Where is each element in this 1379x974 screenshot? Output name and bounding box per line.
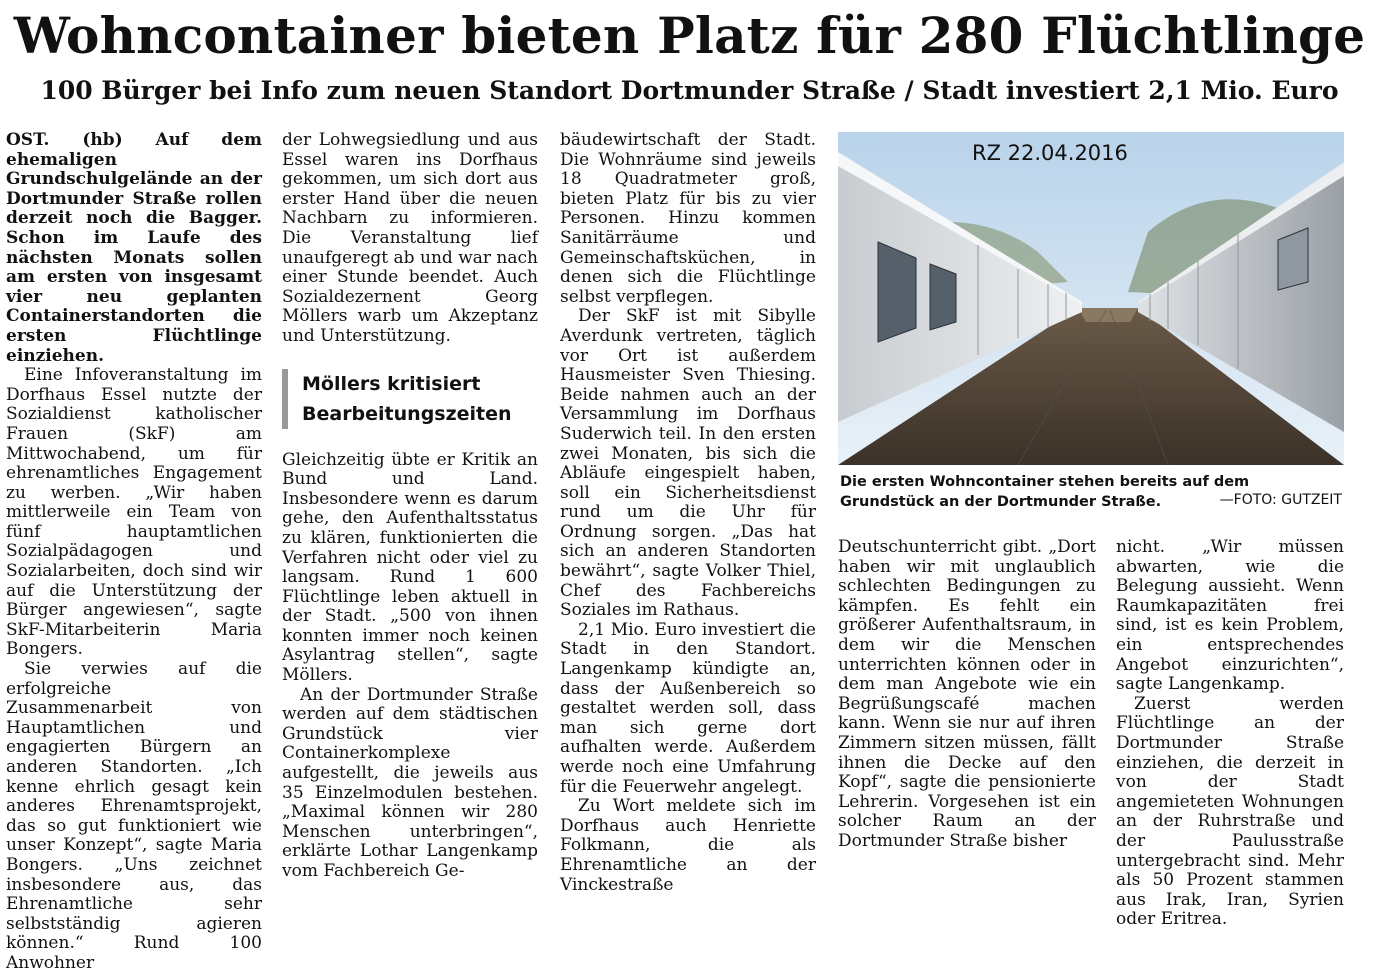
lead-paragraph: OST. (hb) Auf dem ehemaligen Grundschulgelände an der Dortmunder Straße rollen derzeit noch die Bagger. Schon im Laufe des nächsten Monats sollen am ersten von insgesamt vier neu geplanten Containerstandorten die ersten Flüchtlinge einziehen. — [6, 130, 262, 366]
body-paragraph: Der SkF ist mit Sibylle Averdunk vertreten, täglich vor Ort ist außerdem Hausmeister Sven Thiesing. Beide nahmen auch an der Versammlung im Dorfhaus Suderwich teil. In den ersten zwei Monaten, bis sich die Abläufe eingespielt haben, soll ein Sicherheitsdienst rund um die Uhr für Ordnung sorgen. „Das hat sich an anderen Standorten bewährt“, sagte Volker Thiel, Chef des Fachbereichs Soziales im Rathaus. — [560, 306, 816, 621]
caption-text: Die ersten Wohncontainer stehen bereits auf dem Grundstück an der Dortmunder Straße. — [840, 474, 1250, 510]
column-3 — [560, 131, 816, 895]
column-5 — [1116, 538, 1344, 930]
body-paragraph: bäudewirtschaft der Stadt. Die Wohnräume sind jeweils 18 Quadratmeter groß, bieten Platz für bis zu vier Personen. Hinzu kommen Sanitärräume und Gemeinschaftsküchen, in denen sich die Flüchtlinge selbst verpflegen. — [560, 130, 816, 307]
body-paragraph: Sie verwies auf die erfolgreiche Zusammenarbeit von Hauptamtlichen und engagierten Bürgern an anderen Standorten. „Ich kenne ehrlich gesagt kein anderes Ehrenamtsprojekt, das so gut funktioniert wie unser Konzept“, sagte Maria Bongers. „Uns zeichnet insbesondere aus, das Ehrenamtliche sehr selbstständig agieren können.“ Rund 100 Anwohner — [6, 659, 262, 973]
body-paragraph: Zu Wort meldete sich im Dorfhaus auch Henriette Folkmann, die als Ehrenamtliche an der Vinckestraße — [560, 796, 816, 895]
body-paragraph: Eine Infoveranstaltung im Dorfhaus Essel nutzte der Sozialdienst katholischer Frauen (SkF) am Mittwochabend, um für ehrenamtliches Engagement zu werben. „Wir haben mittlerweile ein Team von fünf hauptamtlichen Sozialpädagogen und Sozialarbeiten, doch sind wir auf die Unterstützung der Bürger angewiesen“, sagte SkF-Mitarbeiterin Maria Bongers. — [6, 365, 262, 660]
body-paragraph: Zuerst werden Flüchtlinge an der Dortmunder Straße einziehen, die derzeit in von der Stadt angemieteten Wohnungen an der Ruhrstraße und der Paulusstraße untergebracht sind. Mehr als 50 Prozent stammen aus Irak, Iran, Syrien oder Eritrea. — [1116, 693, 1344, 930]
column-2 — [282, 131, 538, 882]
crosshead — [282, 369, 538, 429]
container-photo — [838, 132, 1344, 465]
body-paragraph: Deutschunterricht gibt. „Dort haben wir mit unglaublich schlechten Bedingungen zu kämpfen. Es fehlt ein größerer Aufenthaltsraum, in dem wir die Menschen unterrichten können oder in dem man Angebote wie ein Begrüßungscafé machen kann. Wenn sie nur auf ihren Zimmern sitzen müssen, fällt ihnen die Decke auf den Kopf“, sagte die pensionierte Lehrerin. Vorgesehen ist ein solcher Raum an der Dortmunder Straße bisher — [838, 537, 1096, 851]
subheadline: 100 Bürger bei Info zum neuen Standort Dortmunder Straße / Stadt investiert 2,1 Mio. Euro — [40, 76, 1339, 105]
body-paragraph: Gleichzeitig übte er Kritik an Bund und Land. Insbesondere wenn es darum gehe, den Aufenthaltsstatus zu klären, funktionierten die Verfahren nicht oder viel zu langsam. Rund 1 600 Flüchtlinge leben aktuell in der Stadt. „500 von ihnen konnten immer noch keinen Asylantrag stellen“, sagte Möllers. — [282, 449, 538, 686]
body-paragraph: nicht. „Wir müssen abwarten, wie die Belegung aussieht. Wenn Raumkapazitäten frei sind, ist es kein Problem, ein entsprechendes Angebot einzurichten“, sagte Langenkamp. — [1116, 537, 1344, 695]
photo-illustration — [838, 132, 1344, 465]
crosshead-line: Möllers kritisiert — [302, 372, 481, 395]
crosshead-line: Bearbeitungszeiten — [302, 402, 512, 425]
body-paragraph: An der Dortmunder Straße werden auf dem städtischen Grundstück vier Containerkomplexe aufgestellt, die jeweils aus 35 Einzelmodulen bestehen. „Maximal können wir 280 Menschen unterbringen“, erklärte Lothar Langenkamp vom Fachbereich Ge- — [282, 684, 538, 881]
headline: Wohncontainer bieten Platz für 280 Flüchtlinge — [13, 6, 1366, 65]
column-1 — [6, 131, 262, 974]
body-paragraph: der Lohwegsiedlung und aus Essel waren ins Dorfhaus gekommen, um sich dort aus erster Hand über die neuen Nachbarn zu informieren. Die Veranstaltung lief unaufgeregt ab und war nach einer Stunde beendet. Auch Sozialdezernent Georg Möllers warb um Akzeptanz und Unterstützung. — [282, 130, 538, 346]
photo-credit: —FOTO: GUTZEIT — [1219, 492, 1342, 508]
column-4 — [838, 538, 1096, 852]
date-stamp: RZ 22.04.2016 — [972, 141, 1128, 165]
body-paragraph: 2,1 Mio. Euro investiert die Stadt in den Standort. Langenkamp kündigte an, dass der Außenbereich so gestaltet werden soll, dass man sich gerne dort aufhalten werde. Außerdem werde noch eine Umfahrung für die Feuerwehr angelegt. — [560, 619, 816, 797]
